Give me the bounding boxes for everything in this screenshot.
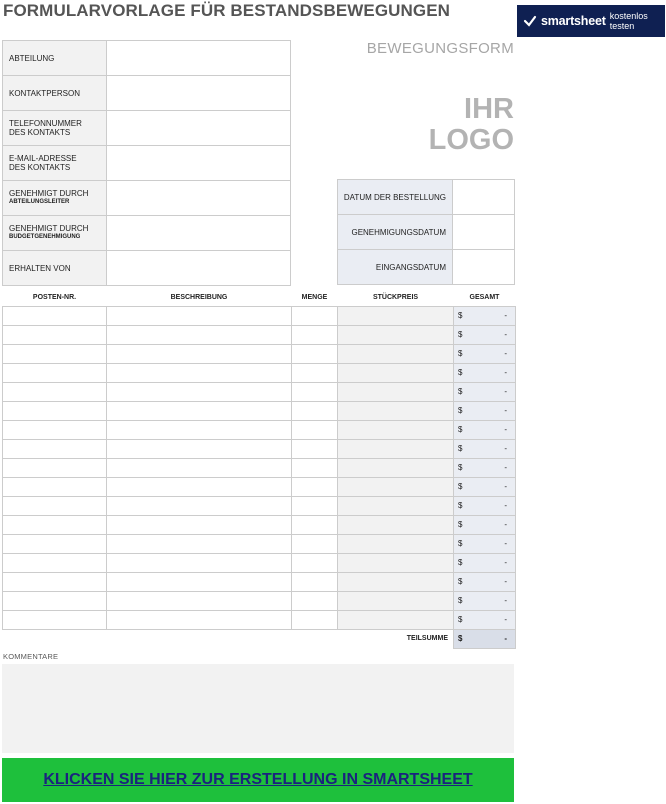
quantity-cell[interactable] xyxy=(292,458,338,477)
badge-brand: smartsheet xyxy=(541,14,606,28)
received-from-field[interactable] xyxy=(107,251,291,286)
phone-label: TELEFONNUMMER DES KONTAKTS xyxy=(3,111,107,146)
total-value: - xyxy=(504,500,507,510)
comments-label: KOMMENTARE xyxy=(3,652,59,661)
header-description: BESCHREIBUNG xyxy=(170,294,228,302)
description-cell[interactable] xyxy=(107,325,292,344)
contact-person-label: KONTAKTPERSON xyxy=(3,76,107,111)
total-currency: $ xyxy=(458,367,463,377)
item-no-cell[interactable] xyxy=(3,591,107,610)
total-cell xyxy=(454,534,516,553)
unit-price-cell[interactable] xyxy=(338,439,454,458)
quantity-cell[interactable] xyxy=(292,572,338,591)
unit-price-cell[interactable] xyxy=(338,496,454,515)
description-cell[interactable] xyxy=(107,306,292,325)
approved-by-dept-field[interactable] xyxy=(107,181,291,216)
contact-person-field[interactable] xyxy=(107,76,291,111)
total-currency: $ xyxy=(458,405,463,415)
total-currency: $ xyxy=(458,462,463,472)
department-field[interactable] xyxy=(107,41,291,76)
description-cell[interactable] xyxy=(107,610,292,629)
total-currency: $ xyxy=(458,481,463,491)
info-row xyxy=(3,111,291,146)
quantity-cell[interactable] xyxy=(292,439,338,458)
form-type-label: BEWEGUNGSFORM xyxy=(366,40,514,57)
total-value: - xyxy=(504,367,507,377)
description-cell[interactable] xyxy=(107,591,292,610)
quantity-cell[interactable] xyxy=(292,306,338,325)
total-currency: $ xyxy=(458,576,463,586)
header-item-no: POSTEN-NR. xyxy=(32,294,77,302)
total-value: - xyxy=(504,462,507,472)
unit-price-cell[interactable] xyxy=(338,401,454,420)
total-cell xyxy=(454,553,516,572)
table-row xyxy=(3,591,516,610)
items-body xyxy=(3,306,516,629)
comments-field[interactable] xyxy=(2,664,514,753)
total-value: - xyxy=(504,576,507,586)
order-date-field[interactable] xyxy=(453,180,515,215)
quantity-cell[interactable] xyxy=(292,363,338,382)
cta-banner[interactable] xyxy=(2,758,514,802)
date-row xyxy=(338,215,515,250)
header-total: GESAMT xyxy=(469,294,500,302)
total-cell xyxy=(454,496,516,515)
item-no-cell[interactable] xyxy=(3,534,107,553)
item-no-cell[interactable] xyxy=(3,477,107,496)
total-cell xyxy=(454,572,516,591)
quantity-cell[interactable] xyxy=(292,534,338,553)
item-no-cell[interactable] xyxy=(3,496,107,515)
total-cell xyxy=(454,382,516,401)
total-value: - xyxy=(504,443,507,453)
description-cell[interactable] xyxy=(107,515,292,534)
total-cell xyxy=(454,515,516,534)
total-cell xyxy=(454,439,516,458)
table-row xyxy=(3,382,516,401)
table-row xyxy=(3,363,516,382)
total-currency: $ xyxy=(458,443,463,453)
unit-price-cell[interactable] xyxy=(338,363,454,382)
description-cell[interactable] xyxy=(107,420,292,439)
info-row xyxy=(3,41,291,76)
item-no-cell[interactable] xyxy=(3,439,107,458)
subtotal-currency: $ xyxy=(458,633,463,643)
total-cell xyxy=(454,306,516,325)
item-no-cell[interactable] xyxy=(3,401,107,420)
logo-placeholder[interactable] xyxy=(380,94,514,156)
item-no-cell[interactable] xyxy=(3,458,107,477)
total-cell xyxy=(454,344,516,363)
unit-price-cell[interactable] xyxy=(338,382,454,401)
description-cell[interactable] xyxy=(107,401,292,420)
total-value: - xyxy=(504,557,507,567)
total-value: - xyxy=(504,329,507,339)
email-label-line1: E-MAIL-ADRESSE xyxy=(9,154,77,163)
received-from-label: ERHALTEN VON xyxy=(3,251,107,286)
contact-info-table xyxy=(2,40,291,286)
approved-by-text: GENEHMIGT DURCH xyxy=(9,224,89,233)
header-quantity: MENGE xyxy=(301,294,328,302)
total-currency: $ xyxy=(458,424,463,434)
table-row xyxy=(3,534,516,553)
info-row xyxy=(3,181,291,216)
total-currency: $ xyxy=(458,329,463,339)
unit-price-cell[interactable] xyxy=(338,306,454,325)
item-no-cell[interactable] xyxy=(3,325,107,344)
info-row xyxy=(3,251,291,286)
receipt-date-field[interactable] xyxy=(453,250,515,285)
total-cell xyxy=(454,458,516,477)
smartsheet-badge[interactable] xyxy=(517,5,665,37)
description-cell[interactable] xyxy=(107,382,292,401)
description-cell[interactable] xyxy=(107,553,292,572)
table-row xyxy=(3,420,516,439)
item-no-cell[interactable] xyxy=(3,420,107,439)
quantity-cell[interactable] xyxy=(292,344,338,363)
item-no-cell[interactable] xyxy=(3,553,107,572)
item-no-cell[interactable] xyxy=(3,610,107,629)
quantity-cell[interactable] xyxy=(292,477,338,496)
description-cell[interactable] xyxy=(107,534,292,553)
order-date-label: DATUM DER BESTELLUNG xyxy=(338,180,453,215)
info-row xyxy=(3,216,291,251)
date-row xyxy=(338,250,515,285)
total-currency: $ xyxy=(458,348,463,358)
description-cell[interactable] xyxy=(107,477,292,496)
item-no-cell[interactable] xyxy=(3,306,107,325)
item-no-cell[interactable] xyxy=(3,344,107,363)
quantity-cell[interactable] xyxy=(292,420,338,439)
badge-trial: kostenlos testen xyxy=(609,11,648,31)
approved-by-budget-field[interactable] xyxy=(107,216,291,251)
description-cell[interactable] xyxy=(107,496,292,515)
total-currency: $ xyxy=(458,519,463,529)
unit-price-cell[interactable] xyxy=(338,572,454,591)
quantity-cell[interactable] xyxy=(292,496,338,515)
approved-by-sub: ABTEILUNGSLEITER xyxy=(9,199,70,205)
description-cell[interactable] xyxy=(107,439,292,458)
total-cell xyxy=(454,420,516,439)
subtotal-cell xyxy=(454,629,516,648)
phone-field[interactable] xyxy=(107,111,291,146)
total-value: - xyxy=(504,424,507,434)
total-currency: $ xyxy=(458,595,463,605)
total-cell xyxy=(454,591,516,610)
description-cell[interactable] xyxy=(107,572,292,591)
department-label: ABTEILUNG xyxy=(3,41,107,76)
table-row xyxy=(3,306,516,325)
total-cell xyxy=(454,477,516,496)
table-row xyxy=(3,325,516,344)
quantity-cell[interactable] xyxy=(292,325,338,344)
total-value: - xyxy=(504,386,507,396)
table-row xyxy=(3,572,516,591)
logo-line1: IHR xyxy=(464,93,514,125)
cta-link[interactable]: KLICKEN SIE HIER ZUR ERSTELLUNG IN SMARTSHEET xyxy=(43,771,473,788)
quantity-cell[interactable] xyxy=(292,382,338,401)
total-value: - xyxy=(504,614,507,624)
subtotal-label: TEILSUMME xyxy=(406,635,448,643)
quantity-cell[interactable] xyxy=(292,401,338,420)
page-title: FORMULARVORLAGE FÜR BESTANDSBEWEGUNGEN xyxy=(3,1,451,20)
description-cell[interactable] xyxy=(107,363,292,382)
quantity-cell[interactable] xyxy=(292,591,338,610)
unit-price-cell[interactable] xyxy=(338,591,454,610)
total-currency: $ xyxy=(458,538,463,548)
description-cell[interactable] xyxy=(107,344,292,363)
table-row xyxy=(3,344,516,363)
approved-by-sub: BUDGETGENEHMIGUNG xyxy=(9,234,81,240)
total-currency: $ xyxy=(458,386,463,396)
unit-price-cell[interactable] xyxy=(338,610,454,629)
table-row xyxy=(3,458,516,477)
total-cell xyxy=(454,363,516,382)
total-cell xyxy=(454,401,516,420)
receipt-date-label: EINGANGSDATUM xyxy=(338,250,453,285)
items-header-row xyxy=(3,290,516,306)
approval-date-label: GENEHMIGUNGSDATUM xyxy=(338,215,453,250)
item-no-cell[interactable] xyxy=(3,572,107,591)
total-value: - xyxy=(504,348,507,358)
approved-by-text: GENEHMIGT DURCH xyxy=(9,189,89,198)
table-row xyxy=(3,439,516,458)
total-value: - xyxy=(504,310,507,320)
subtotal-value: - xyxy=(504,633,507,643)
total-value: - xyxy=(504,481,507,491)
approved-by-budget-label xyxy=(3,216,107,251)
description-cell[interactable] xyxy=(107,458,292,477)
total-cell xyxy=(454,325,516,344)
subtotal-row xyxy=(3,629,516,648)
email-label xyxy=(3,146,107,181)
quantity-cell[interactable] xyxy=(292,553,338,572)
email-label-line2: DES KONTAKTS xyxy=(9,163,71,172)
item-no-cell[interactable] xyxy=(3,382,107,401)
total-currency: $ xyxy=(458,500,463,510)
quantity-cell[interactable] xyxy=(292,610,338,629)
logo-line2: LOGO xyxy=(428,124,514,156)
unit-price-cell[interactable] xyxy=(338,420,454,439)
table-row xyxy=(3,477,516,496)
header-unit-price: STÜCKPREIS xyxy=(372,294,419,302)
item-no-cell[interactable] xyxy=(3,515,107,534)
unit-price-cell[interactable] xyxy=(338,458,454,477)
total-currency: $ xyxy=(458,614,463,624)
total-value: - xyxy=(504,538,507,548)
unit-price-cell[interactable] xyxy=(338,553,454,572)
total-cell xyxy=(454,610,516,629)
table-row xyxy=(3,515,516,534)
approval-date-field[interactable] xyxy=(453,215,515,250)
table-row xyxy=(3,496,516,515)
total-currency: $ xyxy=(458,557,463,567)
approved-by-dept-label xyxy=(3,181,107,216)
unit-price-cell[interactable] xyxy=(338,477,454,496)
unit-price-cell[interactable] xyxy=(338,325,454,344)
total-value: - xyxy=(504,595,507,605)
items-table xyxy=(2,290,516,649)
total-value: - xyxy=(504,519,507,529)
date-row xyxy=(338,180,515,215)
info-row xyxy=(3,76,291,111)
dates-table xyxy=(337,179,515,285)
unit-price-cell[interactable] xyxy=(338,344,454,363)
smartsheet-logo-icon xyxy=(523,14,537,28)
unit-price-cell[interactable] xyxy=(338,515,454,534)
quantity-cell[interactable] xyxy=(292,515,338,534)
table-row xyxy=(3,610,516,629)
table-row xyxy=(3,401,516,420)
total-currency: $ xyxy=(458,310,463,320)
email-field[interactable] xyxy=(107,146,291,181)
unit-price-cell[interactable] xyxy=(338,534,454,553)
total-value: - xyxy=(504,405,507,415)
info-row xyxy=(3,146,291,181)
item-no-cell[interactable] xyxy=(3,363,107,382)
table-row xyxy=(3,553,516,572)
